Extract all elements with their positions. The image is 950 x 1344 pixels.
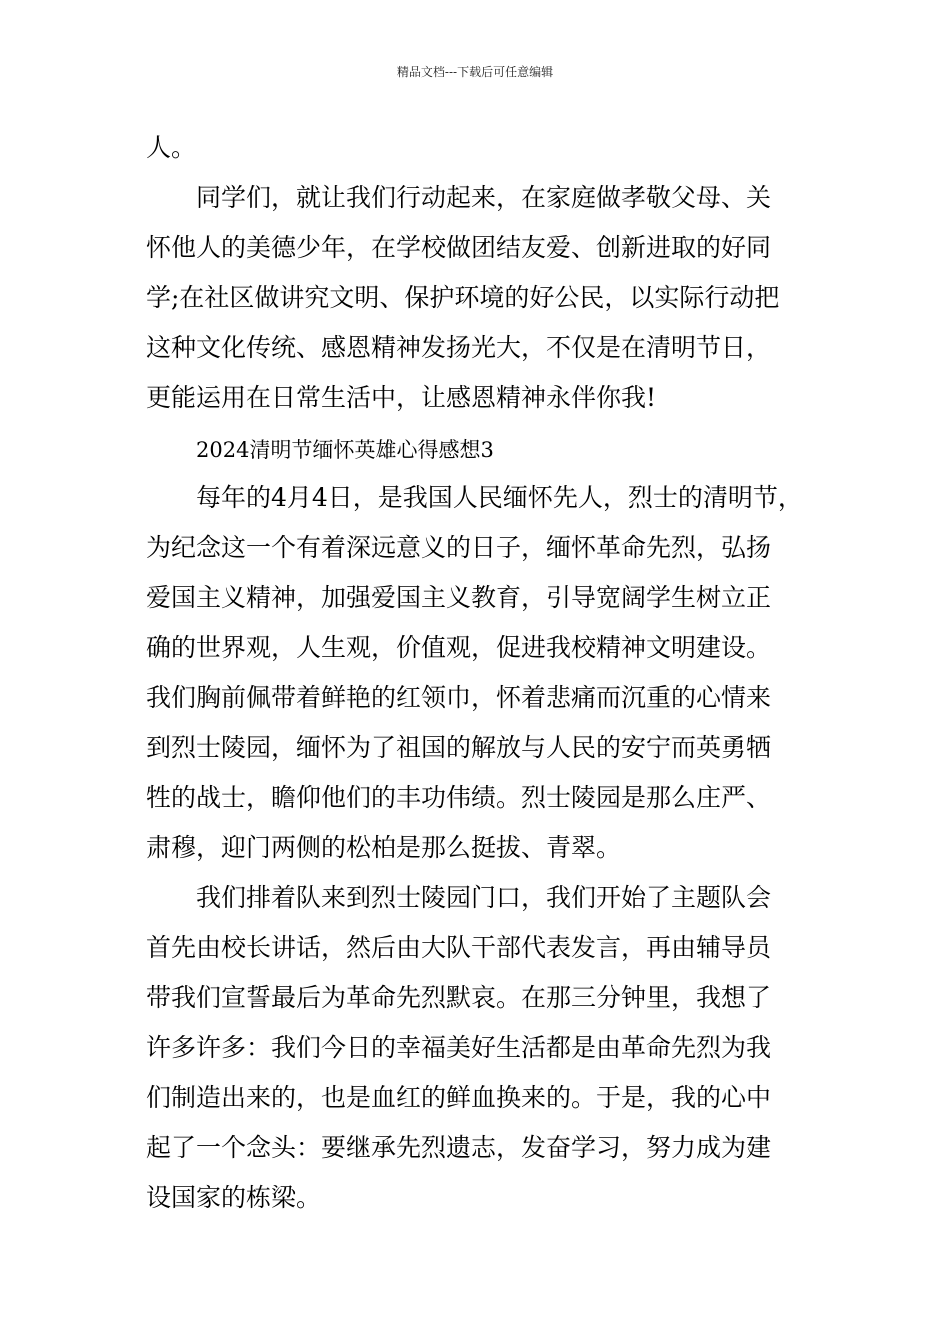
text-line: 设国家的栋梁。 (146, 1183, 322, 1212)
text-line: 我们胸前佩带着鲜艳的红领巾，怀着悲痛而沉重的心情来 (146, 683, 772, 712)
text-line: 更能运用在日常生活中，让感恩精神永伴你我! (146, 383, 657, 412)
text-line: 肃穆，迎门两侧的松柏是那么挺拔、青翠。 (146, 833, 622, 862)
text-line: 起了一个念头：要继承先烈遗志，发奋学习，努力成为建 (146, 1133, 772, 1162)
text-line: 同学们，就让我们行动起来，在家庭做孝敬父母、关 (196, 183, 772, 212)
text-line: 牲的战士，瞻仰他们的丰功伟绩。烈士陵园是那么庄严、 (146, 783, 772, 812)
text-line: 们制造出来的，也是血红的鲜血换来的。于是，我的心中 (146, 1083, 772, 1112)
section-heading: 2024清明节缅怀英雄心得感想3 (196, 438, 494, 462)
text-line: 这种文化传统、感恩精神发扬光大，不仅是在清明节日， (146, 333, 772, 362)
text-line: 确的世界观，人生观，价值观，促进我校精神文明建设。 (146, 633, 772, 662)
text-line: 为纪念这一个有着深远意义的日子，缅怀革命先烈，弘扬 (146, 533, 772, 562)
text-line: 首先由校长讲话，然后由大队干部代表发言，再由辅导员 (146, 933, 772, 962)
text-line: 每年的4月4日，是我国人民缅怀先人，烈士的清明节， (196, 483, 803, 512)
text-line: 许多许多：我们今日的幸福美好生活都是由革命先烈为我 (146, 1033, 772, 1062)
text-line: 爱国主义精神，加强爱国主义教育，引导宽阔学生树立正 (146, 583, 772, 612)
page-header: 精品文档---下载后可任意编辑 (396, 65, 554, 79)
text-line: 人。 (146, 133, 197, 162)
text-line: 怀他人的美德少年，在学校做团结友爱、创新进取的好同 (146, 233, 772, 262)
text-line: 学;在社区做讲究文明、保护环境的好公民，以实际行动把 (146, 283, 780, 312)
text-line: 我们排着队来到烈士陵园门口，我们开始了主题队会 (196, 883, 772, 912)
text-line: 带我们宣誓最后为革命先烈默哀。在那三分钟里，我想了 (146, 983, 772, 1012)
text-line: 到烈士陵园，缅怀为了祖国的解放与人民的安宁而英勇牺 (146, 733, 772, 762)
